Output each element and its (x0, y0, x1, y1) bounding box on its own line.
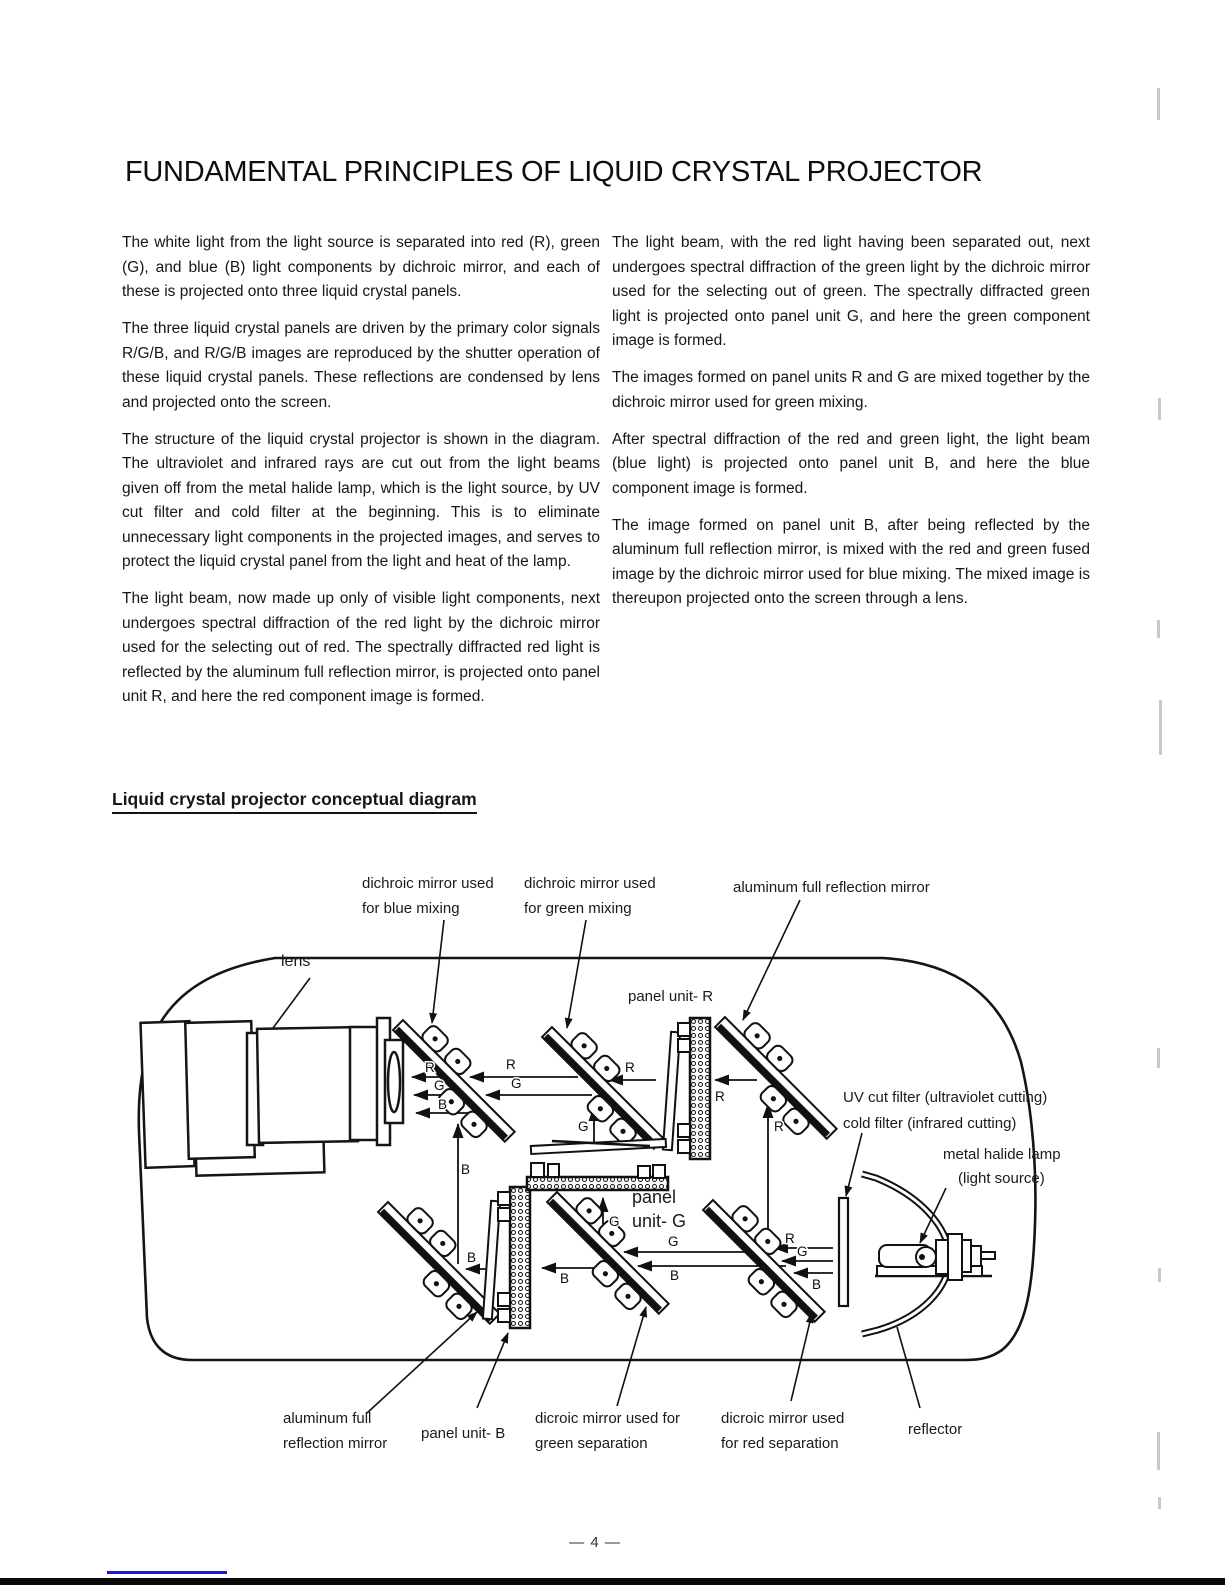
beam-label-b: B (560, 1271, 570, 1286)
label-green-separation-line2: green separation (535, 1435, 648, 1452)
beam-label-g: G (434, 1078, 445, 1093)
label-lens: lens (281, 953, 311, 970)
panel-unit-b (483, 1187, 530, 1328)
beam-label-r: R (774, 1119, 784, 1134)
label-leader-lines (273, 900, 946, 1413)
label-cold-filter: cold filter (infrared cutting) (843, 1115, 1017, 1132)
paragraph: The white light from the light source is separated into red (R), green (G), and blue (B) light components by dichroic mirror, and each of these is projected onto three liquid crystal panels. (122, 234, 600, 300)
label-panel-unit-g-line1: panel (632, 1187, 677, 1207)
label-metal-halide-lamp-line2: (light source) (958, 1170, 1045, 1187)
beam-label-r: R (425, 1060, 435, 1075)
label-uv-cut-filter: UV cut filter (ultraviolet cutting) (843, 1089, 1048, 1106)
beam-label-g: G (609, 1214, 620, 1229)
beam-label-b: B (438, 1097, 448, 1112)
beam-label-r: R (506, 1057, 516, 1072)
beam-label-g: G (511, 1076, 522, 1091)
label-red-separation-line1: dicroic mirror used (721, 1410, 845, 1427)
label-panel-unit-b: panel unit- B (421, 1425, 506, 1442)
label-red-separation-line2: for red separation (721, 1435, 839, 1452)
paragraph: The light beam, now made up only of visible light components, next undergoes spectral diffraction of the red light by the dichroic mirror used for the selecting out of red. The spectrally diffracted red light is reflected by the aluminum full reflection mirror, is projected onto panel unit R, and here the red component image is formed. (122, 590, 600, 705)
diagram-section-heading: Liquid crystal projector conceptual diagram (112, 789, 477, 814)
label-dichroic-green-mixing-line1: dichroic mirror used (524, 875, 656, 892)
paragraph: The images formed on panel units R and G are mixed together by the dichroic mirror used for green mixing. (612, 369, 1090, 411)
paragraph: After spectral diffraction of the red and green light, the light beam (blue light) is projected onto panel unit B, and here the blue component image is formed. (612, 430, 1090, 497)
label-dichroic-blue-mixing-line1: dichroic mirror used (362, 875, 494, 892)
beam-label-g: G (578, 1119, 589, 1134)
metal-halide-lamp (875, 1234, 995, 1280)
text-column-left (122, 231, 600, 722)
label-aluminum-mirror-bottom-line1: aluminum full (283, 1410, 372, 1427)
label-aluminum-mirror-bottom-line2: reflection mirror (283, 1435, 388, 1452)
beam-label-r: R (715, 1089, 725, 1104)
uv-cut-cold-filter (839, 1198, 848, 1306)
label-metal-halide-lamp-line1: metal halide lamp (943, 1146, 1061, 1163)
beam-label-b: B (461, 1162, 471, 1177)
beam-label-b: B (670, 1268, 680, 1283)
projector-conceptual-diagram (0, 845, 1225, 1465)
beam-label-r: R (785, 1231, 795, 1246)
label-reflector: reflector (908, 1421, 963, 1438)
lens-assembly (141, 1018, 403, 1176)
beam-label-r: R (625, 1060, 635, 1075)
beam-label-b: B (467, 1250, 477, 1265)
label-dichroic-blue-mixing-line2: for blue mixing (362, 900, 460, 917)
label-dichroic-green-mixing-line2: for green mixing (524, 900, 632, 917)
beam-label-b: B (812, 1277, 822, 1292)
panel-unit-r (663, 1018, 710, 1159)
scan-bottom-bar (0, 1578, 1225, 1585)
text-column-right (612, 231, 1090, 624)
panel-unit-g (527, 1139, 668, 1190)
paragraph: The image formed on panel unit B, after being reflected by the aluminum full reflection mirror, is mixed with the red and green fused image by the dichroic mirror used for blue mixing. The mixed image is thereupon projected onto the screen through a lens. (612, 516, 1090, 607)
paragraph: The three liquid crystal panels are driven by the primary color signals R/G/B, and R/G/B images are reproduced by the shutter operation of these liquid crystal panels. These reflections are condensed by lens and projected onto the screen. (122, 320, 600, 411)
beam-label-g: G (668, 1234, 679, 1249)
label-panel-unit-g-line2: unit- G (632, 1211, 687, 1231)
blue-underline-mark (107, 1571, 227, 1574)
page-number: — 4 — (569, 1534, 621, 1551)
paragraph: The light beam, with the red light having been separated out, next undergoes spectral diffraction of the green light by the dichroic mirror used for the selecting out of green. The spectrally diffracted green light is projected onto panel unit G, and here the green component image is formed. (612, 234, 1090, 349)
label-aluminum-mirror-top: aluminum full reflection mirror (733, 879, 930, 896)
label-green-separation-line1: dicroic mirror used for (535, 1410, 681, 1427)
page-title: FUNDAMENTAL PRINCIPLES OF LIQUID CRYSTAL PROJECTOR (125, 156, 983, 188)
paragraph: The structure of the liquid crystal projector is shown in the diagram. The ultraviolet and infrared rays are cut out from the light beams given off from the metal halide lamp, which is the light source, by UV cut filter and cold filter at the beginning. This is to eliminate unnecessary light components in the projected images, and serves to protect the liquid crystal panel from the light and heat of the lamp. (122, 430, 600, 570)
label-panel-unit-r: panel unit- R (628, 988, 714, 1005)
beam-label-g: G (797, 1244, 808, 1259)
